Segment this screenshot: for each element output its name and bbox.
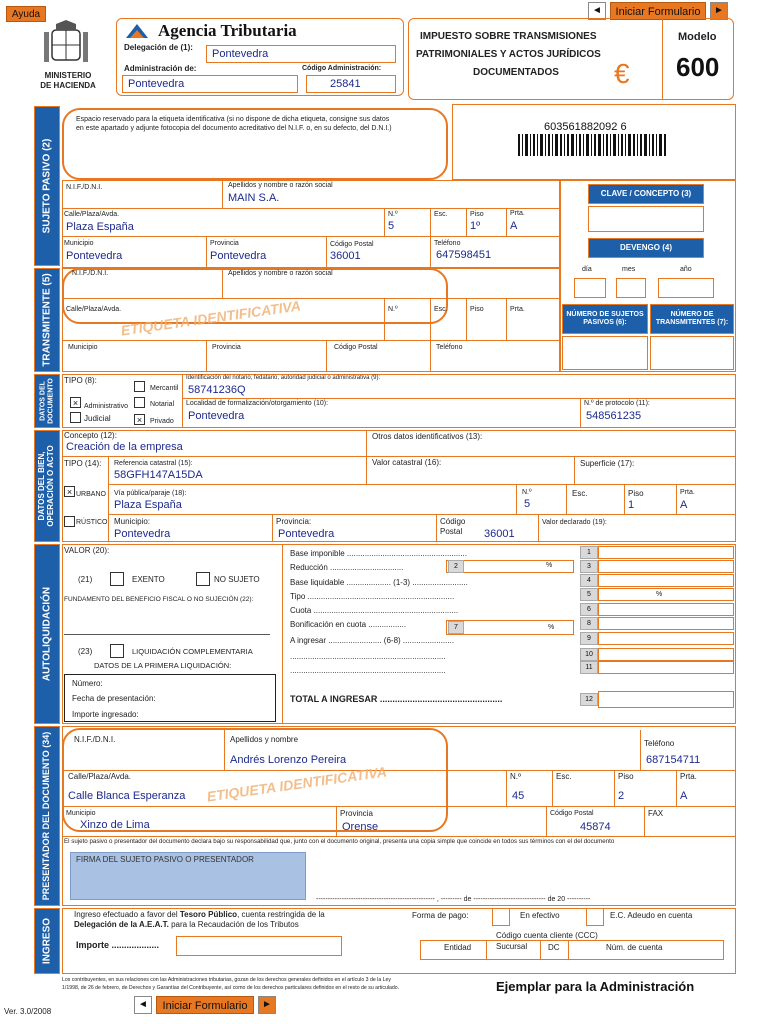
bien-valor-cat-label: Valor catastral (16): (372, 458, 442, 467)
pres-prta-label: Prta. (680, 772, 697, 781)
bien-mun-label: Municipio: (114, 517, 151, 526)
sujeto-mun-value[interactable]: Pontevedra (66, 250, 123, 262)
bien-no-label: N.º (522, 489, 532, 496)
ingreso-ccc-label: Código cuenta cliente (CCC) (496, 931, 598, 940)
bien-urbano-label: URBANO (76, 491, 106, 498)
sujeto-row-line1 (62, 208, 560, 209)
trans-vline5 (506, 298, 507, 340)
start-form-button-top[interactable]: Iniciar Formulario (610, 2, 706, 20)
pres-name-value[interactable]: Andrés Lorenzo Pereira (230, 754, 347, 766)
pres-street-label: Calle/Plaza/Avda. (68, 772, 131, 781)
sujeto-no-value[interactable]: 5 (388, 220, 395, 232)
auto-21: (21) (78, 575, 93, 584)
devengo-dia-label: día (582, 266, 592, 273)
sujeto-vline7 (326, 236, 327, 268)
auto-numero-label: Número: (72, 679, 103, 688)
next-arrow-bottom-icon[interactable]: ► (258, 996, 276, 1014)
barcode-number: 603561882092 6 (544, 121, 627, 133)
num-trans-field[interactable] (650, 336, 734, 370)
ingreso-efectivo-check[interactable] (492, 908, 510, 926)
auto-num-3: 3 (580, 560, 598, 573)
sujeto-tel-label: Teléfono (434, 240, 461, 247)
bien-concepto-value[interactable]: Creación de la empresa (66, 441, 183, 453)
pres-hline3 (62, 836, 736, 837)
pres-vline5 (614, 770, 615, 806)
bien-vline3 (574, 456, 575, 484)
barcode-icon (518, 134, 666, 156)
num-trans-label: NÚMERO DE TRANSMITENTES (7): (650, 304, 734, 334)
doc-prot-label: N.º de protocolo (11): (584, 400, 650, 407)
coat-of-arms-icon (42, 18, 90, 68)
doc-loc-label: Localidad de formalización/otorgamiento (10): (186, 400, 329, 407)
sujeto-name-label: Apellidos y nombre o razón social (228, 182, 333, 189)
ingreso-importe-field[interactable] (176, 936, 342, 956)
auto-nosujeto-check[interactable] (196, 572, 210, 586)
bien-vline1 (366, 430, 367, 456)
auto-exento-label: EXENTO (132, 575, 165, 584)
auto-field-11[interactable] (598, 661, 734, 674)
tax-title-l1: IMPUESTO SOBRE TRANSMISIONES (420, 31, 597, 42)
auto-fecha-label: Fecha de presentación: (72, 694, 156, 703)
trans-no-label: N.º (388, 306, 398, 313)
bien-mun-value[interactable]: Pontevedra (114, 528, 171, 540)
sujeto-vline4 (466, 208, 467, 236)
ccc-div3 (568, 940, 569, 960)
devengo-ano-field[interactable] (658, 278, 714, 298)
pres-vline4 (552, 770, 553, 806)
tax-title-l3: DOCUMENTADOS (473, 67, 559, 78)
clave-field[interactable] (588, 206, 704, 232)
doc-administrativo-check[interactable]: × (70, 397, 81, 408)
sujeto-row-line2 (62, 236, 560, 237)
trans-tel-label: Teléfono (436, 344, 463, 351)
auto-fundamento-label: FUNDAMENTO DEL BENEFICIO FISCAL O NO SUJECIÓN (22): (64, 596, 254, 603)
pres-fax-label: FAX (648, 809, 664, 818)
ingreso-entidad-label: Entidad (444, 943, 472, 952)
model-label: Modelo (678, 31, 717, 43)
devengo-mes-field[interactable] (616, 278, 646, 298)
bien-ref-label: Referencia catastral (15): (114, 460, 193, 467)
doc-tipo-label: TIPO (8): (64, 376, 97, 385)
auto-bonif-field[interactable] (446, 620, 574, 635)
bien-otros-label: Otros datos identificativos (13): (372, 432, 483, 441)
ingreso-ec-label: E.C. Adeudo en cuenta (610, 911, 693, 920)
bien-vline11 (538, 514, 539, 542)
sujeto-prta-value[interactable]: A (510, 220, 518, 232)
bien-hline3 (108, 514, 736, 515)
pres-cp-label: Código Postal (550, 810, 594, 817)
section-autoliq: AUTOLIQUIDACIÓN (34, 544, 60, 724)
trans-nif-label: N.I.F./D.N.I. (72, 270, 109, 277)
footer-ejemplar: Ejemplar para la Administración (496, 979, 695, 994)
doc-notarial-check[interactable] (134, 397, 145, 408)
bien-prta-value[interactable]: A (680, 499, 688, 511)
trans-vline7 (326, 340, 327, 372)
pres-prov-label: Provincia (340, 809, 373, 818)
trans-street-label: Calle/Plaza/Avda. (66, 306, 122, 313)
sujeto-vline5 (506, 208, 507, 236)
sujeto-prta-label: Prta. (510, 210, 525, 217)
sujeto-prov-value[interactable]: Pontevedra (210, 250, 267, 262)
pres-piso-label: Piso (618, 772, 634, 781)
bien-prov-value[interactable]: Pontevedra (278, 528, 335, 540)
bien-concepto-label: Concepto (12): (64, 431, 117, 440)
doc-vline2 (580, 398, 581, 428)
trans-piso-label: Piso (470, 306, 484, 313)
auto-primera-label: DATOS DE LA PRIMERA LIQUIDACIÓN: (94, 661, 232, 670)
sujeto-prov-label: Provincia (210, 240, 239, 247)
euro-icon: € (614, 58, 630, 89)
bien-piso-value[interactable]: 1 (628, 499, 635, 511)
devengo-ano-label: año (680, 266, 692, 273)
ministry-line2: DE HACIENDA (40, 81, 96, 90)
doc-judicial-check[interactable] (70, 412, 81, 423)
bien-valor-decl-label: Valor declarado (19): (542, 519, 607, 526)
bien-ref-value[interactable]: 58GFH147A15DA (114, 469, 203, 481)
pres-signature-label: FIRMA DEL SUJETO PASIVO O PRESENTADOR (76, 855, 254, 864)
tax-title-l2: PATRIMONIALES Y ACTOS JURÍDICOS (416, 49, 601, 60)
bien-vline5 (516, 484, 517, 514)
pres-vline3 (506, 770, 507, 806)
admin-code-value: 25841 (330, 78, 361, 90)
auto-field-12[interactable] (598, 691, 734, 708)
auto-field-5[interactable] (598, 588, 734, 601)
doc-hline1 (182, 398, 736, 399)
auto-reduccion: Reducción ................................. (290, 563, 404, 572)
auto-field-1[interactable] (598, 546, 734, 559)
bien-via-label: Vía pública/paraje (18): (114, 490, 187, 497)
sujeto-name-value[interactable]: MAIN S.A. (228, 192, 280, 204)
sujeto-street-value[interactable]: Plaza España (66, 221, 134, 233)
start-form-button-bottom[interactable]: Iniciar Formulario (156, 996, 254, 1014)
pres-mun-value[interactable]: Xinzo de Lima (80, 819, 150, 831)
bien-via-value[interactable]: Plaza España (114, 499, 182, 511)
pres-no-label: N.º (510, 772, 521, 781)
auto-box-2: 2 (448, 560, 464, 573)
pres-vline7 (336, 806, 337, 836)
trans-esc-label: Esc. (434, 306, 448, 313)
trans-watermark: ETIQUETA IDENTIFICATIVA (119, 297, 302, 339)
agency-logo-icon (124, 22, 150, 40)
auto-num-8: 8 (580, 617, 598, 630)
pres-date-line: --------------------------------------------------- , --------- de ------------------------------- de 20 ---------- (316, 896, 591, 903)
auto-nosujeto-label: NO SUJETO (214, 575, 260, 584)
pres-hline2 (62, 806, 736, 807)
pres-declaration: El sujeto pasivo o presentador del documento declara bajo su responsabilidad que, junto con el documento original, presenta una copia simple que coincide en todos sus términos con el del documento (64, 838, 615, 845)
auto-field-8[interactable] (598, 617, 734, 630)
auto-num-11: 11 (580, 661, 598, 674)
bien-vline10 (436, 514, 437, 542)
sujeto-vline1 (222, 180, 223, 208)
auto-field-6[interactable] (598, 603, 734, 616)
auto-base-imp: Base imponible ...................................................... (290, 549, 467, 558)
doc-privado-label: Privado (150, 418, 174, 425)
trans-row-line1 (62, 298, 560, 299)
pres-vline9 (644, 806, 645, 836)
pres-name-label: Apellidos y nombre (230, 735, 299, 744)
sujeto-vline8 (430, 236, 431, 268)
auto-num-4: 4 (580, 574, 598, 587)
bien-prta-label: Prta. (680, 489, 695, 496)
doc-notarial-label: Notarial (150, 401, 175, 408)
model-number: 600 (676, 52, 720, 82)
delegation-label: Delegación de (1): (124, 43, 193, 52)
auto-num-9: 9 (580, 632, 598, 645)
auto-fundamento-line[interactable] (64, 634, 270, 635)
trans-name-label: Apellidos y nombre o razón social (228, 270, 333, 277)
auto-box-7: 7 (448, 621, 464, 634)
bien-tipo-label: TIPO (14): (64, 459, 102, 468)
prev-arrow-icon[interactable]: ◄ (588, 2, 606, 20)
auto-base-liq: Base liquidable .................... (1-3) ......................... (290, 578, 468, 587)
bien-vline2 (366, 456, 367, 484)
pres-vline2 (640, 730, 641, 770)
auto-blank1: ...................................................................... (290, 652, 446, 661)
pres-watermark: ETIQUETA IDENTIFICATIVA (205, 763, 388, 805)
bien-cp-label: Código Postal (440, 517, 466, 536)
agency-title: Agencia Tributaria (158, 21, 297, 40)
ingreso-text1: Ingreso efectuado a favor del Tesoro Público, cuenta restringida de la (74, 910, 325, 919)
doc-administrativo-label: Administrativo (84, 403, 128, 410)
sujeto-mun-label: Municipio (64, 240, 94, 247)
bien-sup-label: Superficie (17): (580, 459, 635, 468)
doc-loc-value[interactable]: Pontevedra (188, 410, 245, 422)
ingreso-dc-label: DC (548, 943, 560, 952)
section-transmitente: TRANSMITENTE (5) (34, 268, 60, 372)
prev-arrow-bottom-icon[interactable]: ◄ (134, 996, 152, 1014)
auto-exento-check[interactable] (110, 572, 124, 586)
label-area-text1: Espacio reservado para la etiqueta identificativa (si no dispone de dicha etiqueta, consigne sus datos (76, 116, 390, 123)
auto-valor-label: VALOR (20): (64, 546, 110, 555)
pres-vline6 (676, 770, 677, 806)
auto-field-10[interactable] (598, 648, 734, 661)
sujeto-cp-label: Código Postal (330, 241, 374, 248)
pres-tel-value[interactable]: 687154711 (646, 754, 701, 766)
auto-blank2: ...................................................................... (290, 666, 446, 675)
ministry-line1: MINISTERIO (44, 71, 92, 80)
pres-prov-value[interactable]: Orense (342, 821, 379, 833)
ingreso-importe-label: Importe ................... (76, 940, 160, 950)
auto-num-1: 1 (580, 546, 598, 559)
help-button[interactable]: Ayuda (6, 6, 46, 22)
sujeto-cp-value[interactable]: 36001 (330, 250, 361, 262)
auto-cuota: Cuota ................................................................. (290, 606, 459, 615)
sujeto-nif-label: N.I.F./D.N.I. (66, 184, 103, 191)
ccc-div2 (540, 940, 541, 960)
auto-importe-label: Importe ingresado: (72, 710, 139, 719)
bien-urbano-check[interactable]: × (64, 486, 75, 497)
auto-reduccion-field[interactable] (446, 560, 574, 573)
num-sujetos-field[interactable] (562, 336, 648, 370)
bien-vline6 (566, 484, 567, 514)
ccc-div1 (486, 940, 487, 960)
section-datos-doc: DATOS DEL DOCUMENTO (34, 374, 60, 428)
doc-vline1 (182, 374, 183, 428)
sujeto-street-label: Calle/Plaza/Avda. (64, 211, 120, 218)
sujeto-piso-label: Piso (470, 211, 484, 218)
trans-vline3 (430, 298, 431, 340)
auto-aingresar: A ingresar ........................ (6-8) ....................... (290, 636, 455, 645)
trans-vline6 (206, 340, 207, 372)
auto-bonif: Bonificación en cuota ................. (290, 620, 407, 629)
model-divider (662, 18, 663, 100)
label-area-text2: en este apartado y adjunte fotocopia del documento acreditativo del N.I.F. o, en su defecto, del D.N.I.) (76, 125, 392, 132)
admin-code-label: Código Administración: (302, 65, 382, 72)
auto-bonif-pct: % (548, 624, 555, 631)
bien-hline2 (108, 484, 736, 485)
devengo-label: DEVENGO (4) (588, 238, 704, 258)
pres-hline1 (62, 770, 736, 771)
auto-red-pct: % (546, 562, 553, 569)
auto-liqcomp-check[interactable] (110, 644, 124, 658)
footer-legal1: Los contribuyentes, en sus relaciones con las Administraciones tributarias, gozan de los derechos generales definidos en el artículo 3 de la Ley (62, 977, 392, 983)
pres-no-value[interactable]: 45 (512, 790, 525, 802)
trans-vline2 (384, 298, 385, 340)
trans-mun-label: Municipio (68, 344, 98, 351)
section-sujeto: SUJETO PASIVO (2) (34, 106, 60, 266)
bien-rustico-check[interactable] (64, 516, 75, 527)
bien-cp-value[interactable]: 36001 (484, 528, 515, 540)
auto-total: TOTAL A INGRESAR ................................................. (290, 694, 503, 704)
ingreso-sucursal-label: Sucursal (496, 942, 528, 951)
sujeto-no-label: N.º (388, 211, 398, 218)
auto-tipo-pct: % (656, 591, 663, 598)
sujeto-tel-value[interactable]: 647598451 (436, 249, 492, 261)
bien-esc-label: Esc. (572, 489, 588, 498)
ingreso-numcuenta-label: Núm. de cuenta (606, 943, 663, 952)
doc-judicial-label: Judicial (84, 414, 111, 423)
sujeto-piso-value[interactable]: 1º (470, 220, 481, 232)
bien-vline7 (624, 484, 625, 514)
admin-value: Pontevedra (128, 78, 185, 90)
bien-hline1 (62, 456, 736, 457)
doc-id-value[interactable]: 58741236Q (188, 384, 246, 396)
auto-num-5: 5 (580, 588, 598, 601)
trans-row-line2 (62, 340, 560, 341)
num-sujetos-label: NÚMERO DE SUJETOS PASIVOS (6): (562, 304, 648, 334)
doc-mercantil-check[interactable] (134, 381, 145, 392)
auto-vline (282, 544, 283, 724)
bien-rustico-label: RÚSTICO (76, 519, 108, 526)
trans-vline8 (430, 340, 431, 372)
auto-23: (23) (78, 647, 93, 656)
auto-num-12: 12 (580, 693, 598, 706)
auto-liqcomp-label: LIQUIDACIÓN COMPLEMENTARIA (132, 647, 253, 656)
pres-vline1 (224, 730, 225, 770)
doc-prot-value[interactable]: 548561235 (586, 410, 642, 422)
ingreso-forma-label: Forma de pago: (412, 911, 469, 920)
sujeto-vline3 (430, 208, 431, 236)
trans-vline4 (466, 298, 467, 340)
devengo-dia-field[interactable] (574, 278, 606, 298)
pres-nif-label: N.I.F./D.N.I. (74, 735, 116, 744)
ingreso-efectivo-label: En efectivo (520, 911, 560, 920)
pres-piso-value[interactable]: 2 (618, 790, 625, 802)
ingreso-ec-check[interactable] (586, 908, 604, 926)
trans-vline1 (222, 268, 223, 298)
doc-id-label: Identificación del notario, fedatario, autoridad judicial o administrativa (9): (186, 375, 381, 381)
version-label: Ver. 3.0/2008 (4, 1007, 52, 1016)
pres-mun-label: Municipio (66, 810, 96, 817)
auto-field-4[interactable] (598, 574, 734, 587)
pres-esc-label: Esc. (556, 772, 572, 781)
sujeto-vline2 (384, 208, 385, 236)
auto-num-6: 6 (580, 603, 598, 616)
section-ingreso: INGRESO (34, 908, 60, 974)
section-datos-bien: DATOS DEL BIEN, OPERACIÓN O ACTO (34, 430, 60, 542)
section-presentador: PRESENTADOR DEL DOCUMENTO (34) (34, 726, 60, 906)
clave-label: CLAVE / CONCEPTO (3) (588, 184, 704, 204)
pres-vline8 (546, 806, 547, 836)
delegation-value: Pontevedra (212, 48, 269, 60)
trans-prov-label: Provincia (212, 344, 241, 351)
pres-cp-value[interactable]: 45874 (580, 821, 611, 833)
trans-prta-label: Prta. (510, 306, 525, 313)
bien-vline9 (272, 514, 273, 542)
bien-prov-label: Provincia: (276, 517, 312, 526)
pres-prta-value[interactable]: A (680, 790, 688, 802)
pres-street-value[interactable]: Calle Blanca Esperanza (68, 790, 186, 802)
sujeto-vline6 (206, 236, 207, 268)
ingreso-text2: Delegación de la A.E.A.T. para la Recaudación de los Tributos (74, 920, 299, 929)
admin-label: Administración de: (124, 64, 197, 73)
bien-piso-label: Piso (628, 489, 644, 498)
sujeto-esc-label: Esc. (434, 211, 448, 218)
devengo-mes-label: mes (622, 266, 636, 273)
next-arrow-icon[interactable]: ► (710, 2, 728, 20)
doc-privado-check[interactable]: × (134, 414, 145, 425)
bien-no-value[interactable]: 5 (524, 498, 531, 510)
auto-field-9[interactable] (598, 632, 734, 645)
auto-num-10: 10 (580, 648, 598, 661)
footer-legal2: 1/1998, de 26 de febrero, de Derechos y Garantías del Contribuyente, así como de los derechos particulares definidos en el resto de su articulado. (62, 985, 400, 991)
trans-cp-label: Código Postal (334, 344, 378, 351)
bien-vline8 (676, 484, 677, 514)
pres-tel-label: Teléfono (644, 739, 675, 748)
doc-mercantil-label: Mercantil (150, 385, 179, 392)
auto-field-3[interactable] (598, 560, 734, 573)
auto-tipo: Tipo .................................................................. (290, 592, 455, 601)
bien-vline4 (108, 456, 109, 542)
